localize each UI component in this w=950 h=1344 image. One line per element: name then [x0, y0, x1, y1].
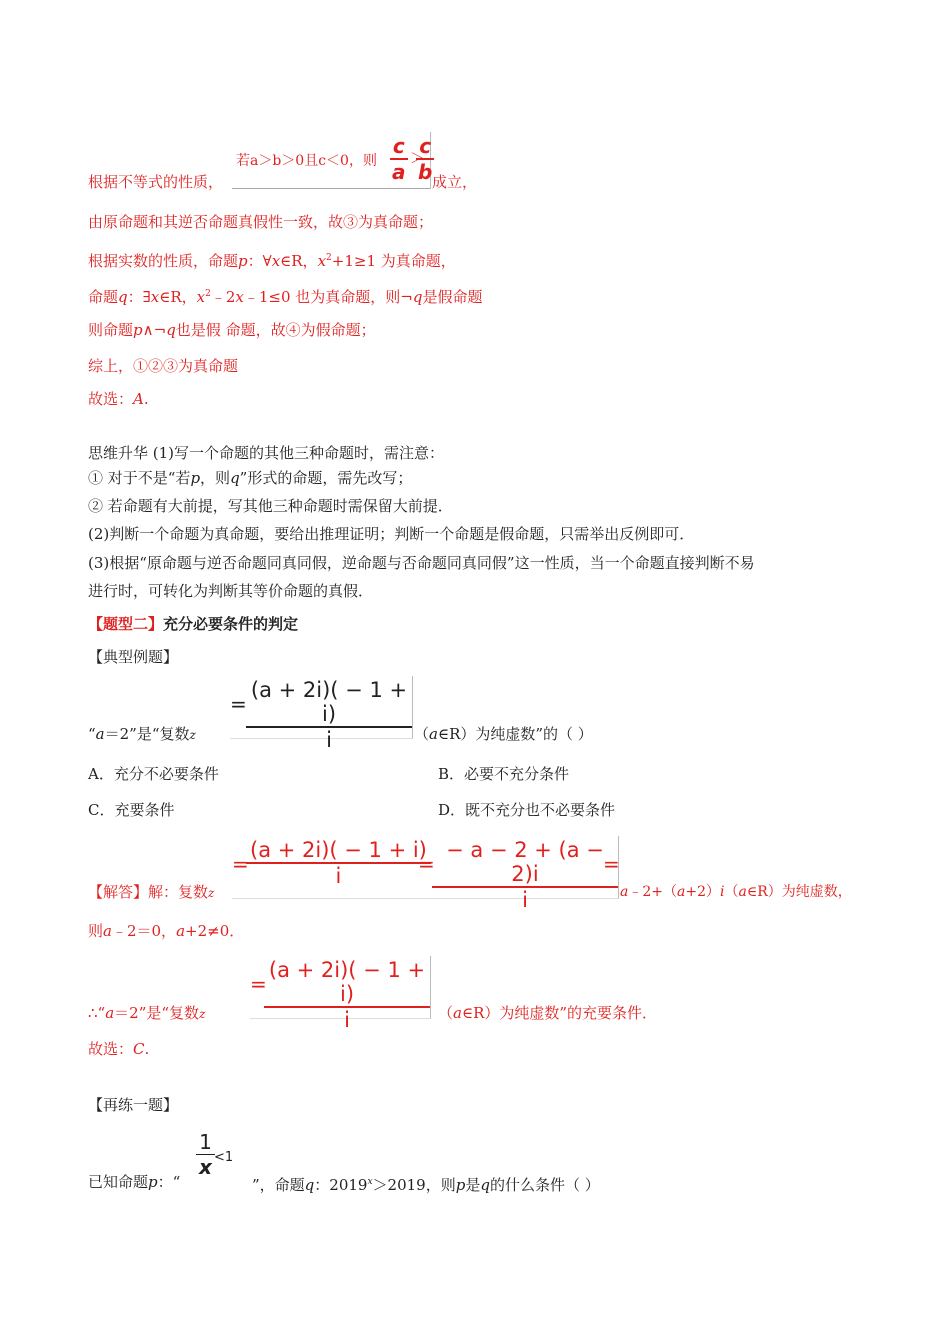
var: x	[196, 288, 206, 306]
equals-sign: =	[250, 972, 267, 996]
fraction-2	[432, 838, 618, 912]
text: 【典型例题】	[88, 648, 179, 666]
var: q	[304, 1176, 315, 1194]
text: ＝2”是“复数	[114, 1004, 200, 1022]
solution-line-5	[88, 320, 376, 340]
text: ① 对于不是“若	[88, 469, 191, 487]
equals-sign: =	[232, 852, 249, 876]
option-label: C．充要条件	[88, 801, 175, 819]
var: z	[208, 886, 215, 900]
var: q	[118, 288, 128, 306]
numerator: c	[390, 134, 408, 160]
var: x	[317, 252, 327, 270]
numerator: 1	[196, 1130, 215, 1155]
var: x	[150, 288, 160, 306]
text: ﹣2＝0，	[111, 922, 177, 940]
thinking-line-3	[88, 496, 453, 516]
option-label: D．既不充分也不必要条件	[438, 801, 616, 819]
text: ﹣2+（	[628, 884, 677, 900]
text: ：∃	[127, 288, 151, 306]
solution-line-2	[88, 212, 433, 232]
solution-line-4	[88, 284, 482, 307]
var: a	[429, 725, 438, 743]
var: a	[738, 884, 747, 900]
answer-tag: 【解答】	[88, 883, 149, 901]
superscript: 2	[326, 253, 332, 263]
text: +1≥1 为真命题，	[331, 252, 456, 270]
text: ＞2019，则	[372, 1176, 456, 1194]
numerator: (a + 2i)( − 1 + i)	[246, 678, 412, 728]
var: z	[189, 728, 196, 742]
text: 则命题	[88, 321, 134, 339]
section-title: 充分必要条件的判定	[163, 615, 299, 633]
text: ∈R）为纯虚数”的充要条件．	[461, 1004, 658, 1022]
denominator: i	[344, 1008, 350, 1032]
text: +2≠0．	[185, 922, 245, 940]
denominator: i	[522, 888, 528, 912]
var: a	[95, 725, 105, 743]
text: ：2019	[314, 1176, 368, 1194]
section-tag: 【题型二】	[88, 615, 164, 633]
practice-stem-start	[88, 1172, 180, 1192]
var: a	[453, 1004, 462, 1022]
complex-fraction	[264, 958, 430, 1032]
practice-inequality	[196, 1130, 240, 1186]
option-label: B．必要不充分条件	[438, 765, 570, 783]
numerator: (a + 2i)( − 1 + i)	[264, 958, 430, 1008]
text: 思维升华 (1)写一个命题的其他三种命题时，需注意：	[88, 444, 445, 462]
var: x	[235, 288, 244, 306]
practice-stem-end	[252, 1172, 600, 1195]
text: 故选：	[88, 1040, 134, 1058]
text: 已知命题	[88, 1173, 149, 1191]
var: a	[620, 884, 629, 900]
text: 成立，	[432, 173, 478, 191]
answer-line-1-start	[88, 882, 214, 903]
option-a[interactable]	[88, 763, 219, 784]
denominator: i	[326, 728, 332, 752]
equals-sign: =	[418, 852, 435, 876]
text: ＝2”是“复数	[104, 725, 190, 743]
option-b[interactable]	[438, 763, 569, 784]
answer-line-4	[88, 1039, 149, 1059]
text: ”形式的命题，需先改写；	[239, 469, 413, 487]
answer-line-1-end	[620, 882, 852, 902]
equals-sign: =	[230, 692, 247, 716]
var: a	[103, 922, 112, 940]
example-label	[88, 647, 178, 667]
text: （	[438, 1004, 454, 1022]
fraction-c-over-a	[390, 134, 408, 184]
text: ：∀	[247, 252, 272, 270]
text: 也是假 命题，故④为假命题；	[175, 321, 376, 339]
text: 是	[465, 1176, 481, 1194]
var: x	[271, 252, 281, 270]
text: 根据实数的性质，命题	[88, 252, 239, 270]
var: p	[190, 469, 201, 487]
text: ∈R）为纯虚数，	[746, 884, 852, 900]
fraction-1-over-x	[196, 1130, 215, 1179]
solution-line-6	[88, 356, 238, 376]
text: 命题	[88, 288, 119, 306]
text: 根据不等式的性质，	[88, 173, 224, 191]
thinking-line-2	[88, 468, 412, 488]
equals-sign: =	[603, 852, 620, 876]
var: p	[238, 252, 248, 270]
text: ：“	[157, 1173, 181, 1191]
text: （	[724, 884, 739, 900]
text: ∈R，	[159, 288, 197, 306]
answer-letter: C	[133, 1040, 145, 1058]
solution-line-1	[88, 172, 223, 192]
text: 是假命题	[422, 288, 483, 306]
text: +2）	[685, 884, 720, 900]
var: q	[412, 288, 423, 306]
complex-fraction	[246, 678, 412, 752]
var: z	[199, 1007, 206, 1021]
solution-line-7	[88, 389, 149, 409]
text: 综上，①②③为真命题	[88, 357, 239, 375]
question-formula-box	[230, 676, 413, 752]
denominator: x	[199, 1155, 212, 1179]
numerator: (a + 2i)( − 1 + i)	[246, 838, 431, 864]
option-d[interactable]	[438, 799, 615, 820]
formula-text: 若a＞b＞0且c＜0，则	[236, 153, 377, 169]
text: .	[144, 1040, 150, 1058]
text: 故选：	[88, 390, 134, 408]
numerator: c	[416, 134, 434, 160]
answer-letter: A	[133, 390, 144, 408]
thinking-line-1	[88, 443, 444, 463]
denominator: a	[392, 160, 406, 184]
question-stem-start	[88, 724, 196, 745]
text: “	[88, 725, 96, 743]
answer-line-3-start	[88, 1003, 205, 1024]
inequality-formula-box	[232, 132, 431, 189]
text: ，则	[200, 469, 231, 487]
text: ∴“	[88, 1004, 106, 1022]
option-c[interactable]	[88, 799, 174, 820]
text: 解：复数	[148, 883, 209, 901]
superscript: 2	[205, 289, 211, 299]
question-stem-end	[414, 724, 593, 744]
thinking-line-5	[88, 553, 755, 573]
var: p	[148, 1173, 158, 1191]
text: ”，命题	[252, 1176, 305, 1194]
numerator: − a − 2 + (a − 2)i	[432, 838, 618, 888]
text: ﹣1≤0 也为真命题，则¬	[243, 288, 413, 306]
text: ∈R）为纯虚数”的（ ）	[437, 725, 593, 743]
thinking-line-6	[88, 581, 373, 601]
text: .	[143, 390, 149, 408]
solution-line-1-tail	[432, 172, 477, 192]
text: 进行时，可转化为判断其等价命题的真假．	[88, 582, 374, 600]
var: q	[230, 469, 240, 487]
text: 【再练一题】	[88, 1096, 179, 1114]
option-label: A．充分不必要条件	[88, 765, 219, 783]
answer-formula-box	[232, 836, 620, 912]
superscript: x	[367, 1177, 373, 1187]
var: a	[176, 922, 186, 940]
var: a	[105, 1004, 115, 1022]
var: p	[133, 321, 143, 339]
denominator: b	[418, 160, 433, 184]
answer-line-3-end	[438, 1003, 657, 1023]
text: (3)根据“原命题与逆否命题同真同假，逆命题与否命题同真同假”这一性质，当一个命题直接判断不易	[88, 554, 755, 572]
lt-one: <1	[214, 1150, 234, 1165]
section-header	[88, 614, 298, 634]
text: 则	[88, 922, 104, 940]
conclusion-formula-box	[250, 956, 431, 1032]
answer-line-2	[88, 921, 244, 941]
var: a	[677, 884, 686, 900]
gt-sign: ＞	[410, 151, 424, 167]
var: p	[455, 1176, 466, 1194]
text: 由原命题和其逆否命题真假性一致，故③为真命题；	[88, 213, 434, 231]
practice-title	[88, 1095, 178, 1115]
text: （	[414, 725, 430, 743]
text: ② 若命题有大前提，写其他三种命题时需保留大前提．	[88, 497, 453, 515]
thinking-line-4	[88, 524, 694, 544]
var: q	[480, 1176, 490, 1194]
fraction-1	[246, 838, 431, 888]
denominator: i	[335, 864, 342, 888]
text: ﹣2	[210, 288, 236, 306]
text: 的什么条件（ ）	[489, 1176, 600, 1194]
solution-line-3	[88, 248, 456, 271]
var: i	[720, 884, 725, 900]
text: ∈R，	[280, 252, 318, 270]
var: q	[166, 321, 176, 339]
text: ∧¬	[142, 321, 167, 339]
text: (2)判断一个命题为真命题，要给出推理证明；判断一个命题是假命题，只需举出反例即可．	[88, 525, 695, 543]
